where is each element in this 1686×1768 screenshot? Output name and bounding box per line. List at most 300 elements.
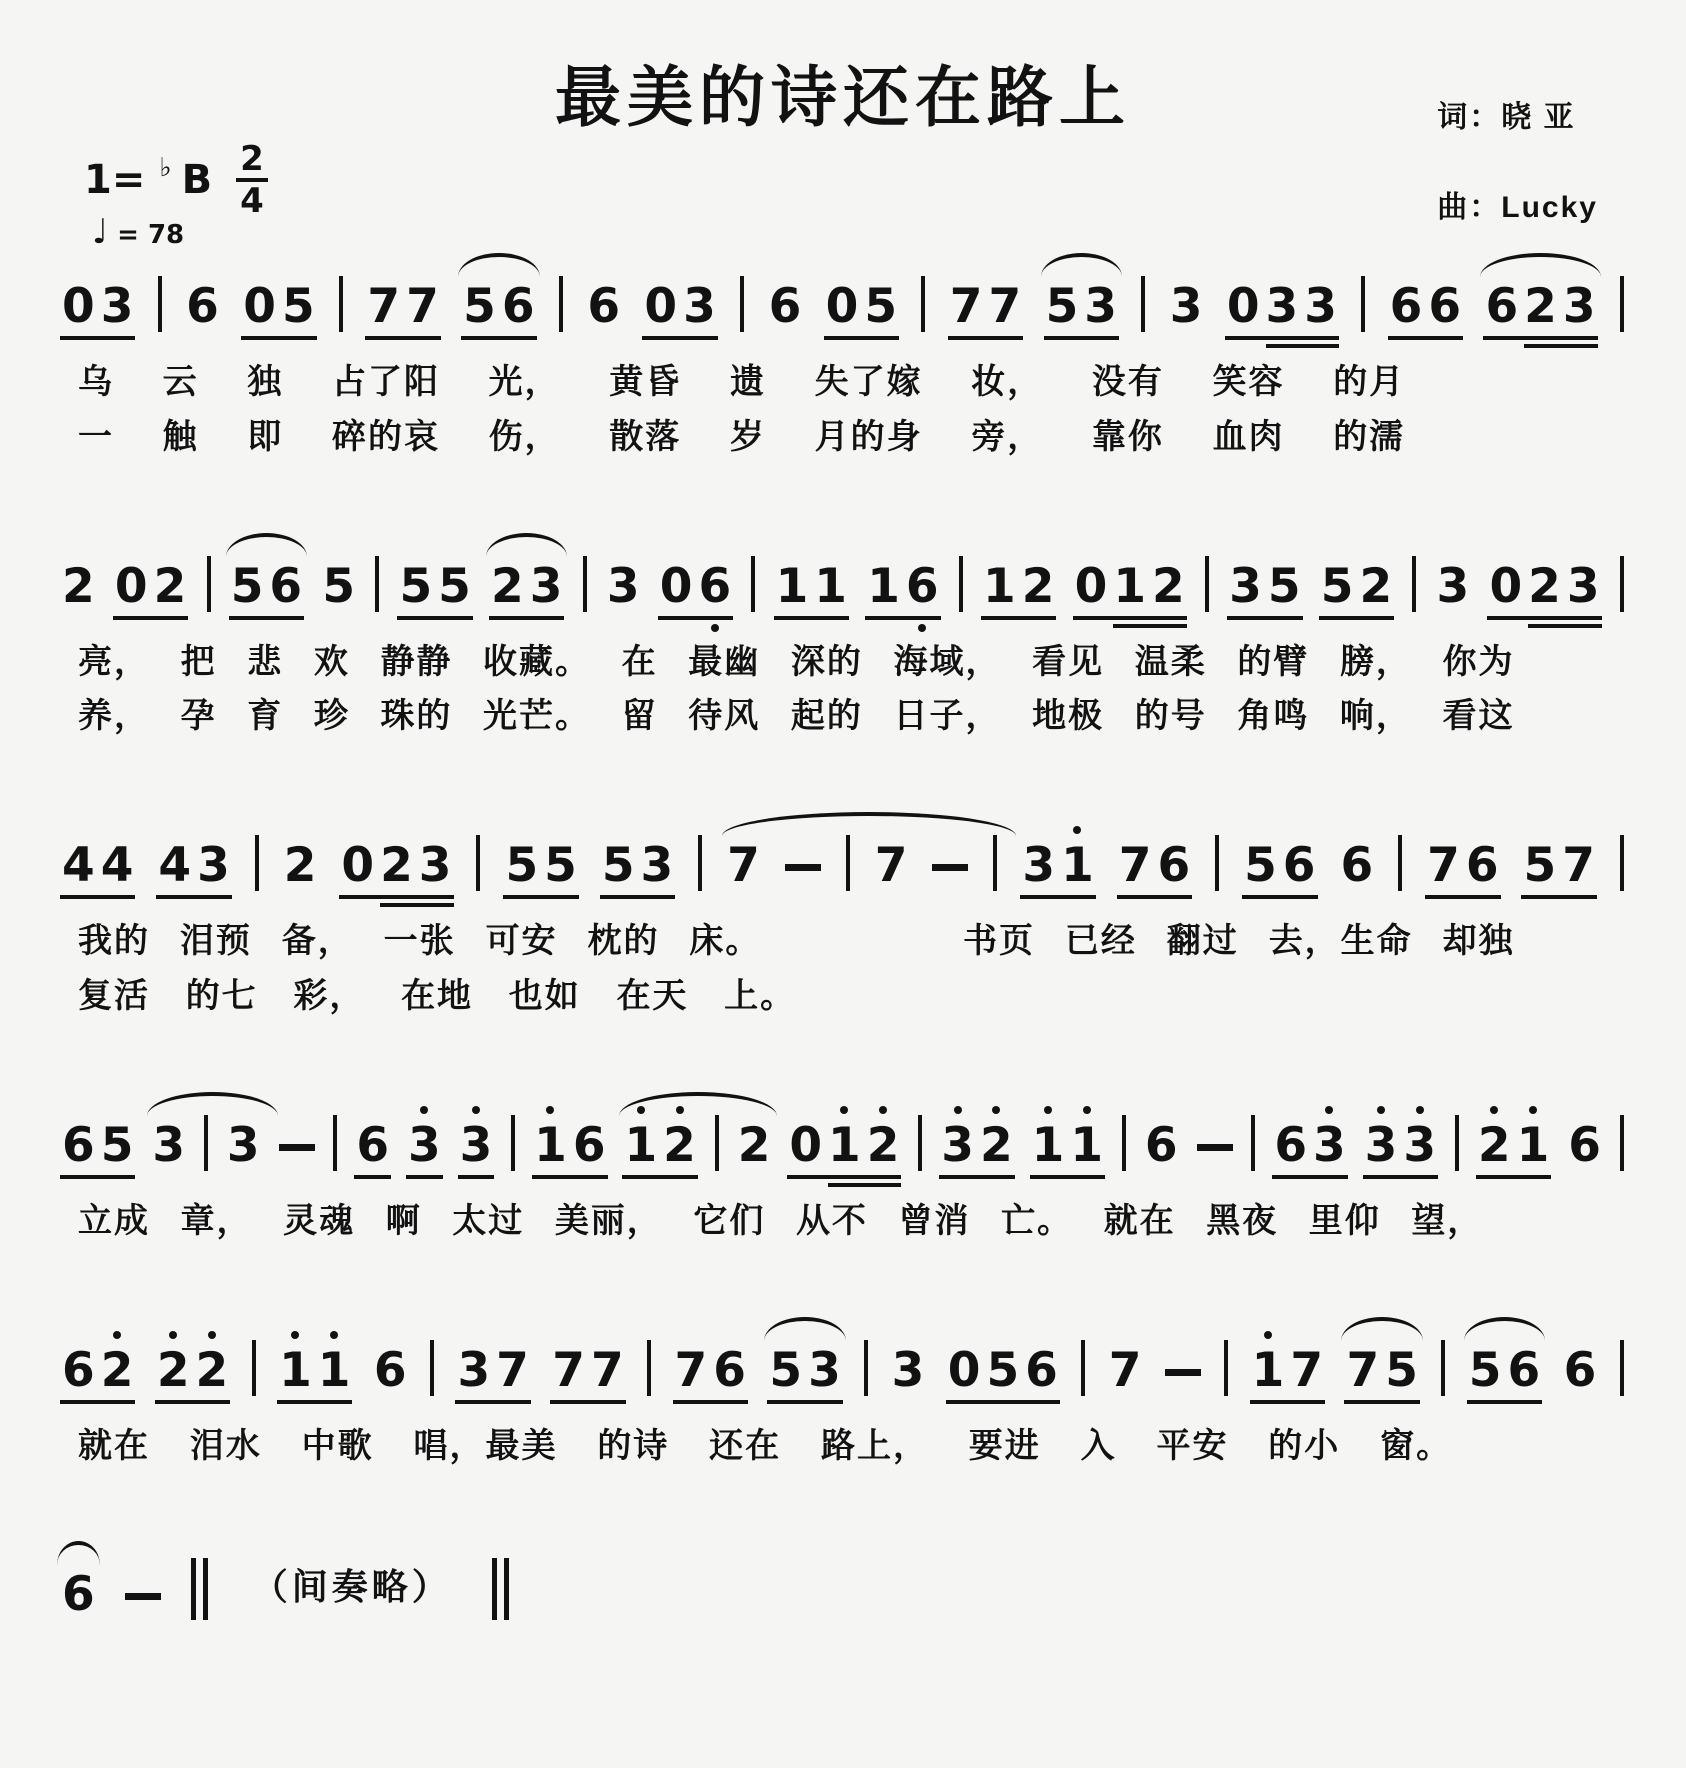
note-cluster — [1436, 558, 1470, 614]
lyric-syllable: 曾消 — [898, 1201, 971, 1240]
note-digit: 7 — [1562, 838, 1595, 894]
note-digit: 3 — [197, 838, 230, 894]
note-cluster — [1108, 1342, 1142, 1398]
note-cluster — [769, 1342, 841, 1398]
note-cluster — [1144, 1117, 1178, 1173]
underline-beam — [354, 1175, 391, 1179]
note-digit: 2 — [1528, 558, 1561, 614]
system-line-1 — [62, 252, 1624, 458]
note-cluster — [1274, 1117, 1346, 1173]
lyric-syllable: 散落 — [609, 417, 682, 456]
note-digit: 3 — [152, 1117, 186, 1173]
note-digit: 2 — [153, 558, 187, 614]
lyric-row — [62, 362, 1405, 403]
lyric-syllable: 悲 — [247, 642, 284, 681]
underline-beam-2 — [1528, 624, 1601, 628]
note-cluster — [983, 558, 1055, 614]
barline — [918, 1115, 922, 1171]
barline — [1122, 1115, 1126, 1171]
lyric-syllable: 亮， — [78, 642, 150, 681]
note-digit: 0 — [1226, 279, 1260, 334]
note-cluster — [463, 279, 535, 334]
note-cluster — [243, 279, 315, 334]
tempo-value: = 78 — [117, 220, 185, 250]
lyric-syllable: 黑夜 — [1206, 1201, 1279, 1240]
octave-dot-high — [954, 1106, 962, 1114]
note-cluster — [62, 1567, 95, 1623]
slur-arc — [764, 1317, 845, 1341]
lyric-syllable: 却独 — [1442, 922, 1515, 961]
note-cluster — [1229, 558, 1301, 614]
barline — [1441, 1340, 1445, 1396]
underline-beam — [1487, 616, 1601, 620]
note-cluster — [356, 1117, 390, 1173]
note-cluster — [457, 1342, 529, 1398]
barline — [864, 1340, 868, 1396]
duration-dash — [932, 864, 968, 871]
note-digit: 1 — [318, 1347, 351, 1394]
note-digit: 2 — [1152, 558, 1185, 614]
octave-dot-high — [208, 1331, 216, 1339]
note-digit: 3 — [226, 1117, 260, 1173]
note-digit: 2 — [867, 1122, 900, 1169]
lyric-syllable: 可安 — [485, 922, 558, 961]
note-cluster — [737, 1117, 771, 1173]
page-title: 最美的诗还在路上 — [555, 59, 1131, 136]
note-digit: 5 — [322, 558, 356, 614]
note-cluster — [674, 1342, 746, 1398]
note-digit: 3 — [640, 838, 674, 894]
note-digit: 6 — [1025, 1342, 1058, 1398]
octave-dot-low — [918, 624, 926, 632]
lyric-row — [62, 642, 1515, 683]
note-digit: 0 — [825, 279, 859, 334]
lyric-syllable: 的月 — [1333, 363, 1406, 401]
barline — [1412, 556, 1416, 612]
underline-beam-2 — [1524, 344, 1597, 348]
lyric-syllable: 的号 — [1134, 697, 1207, 736]
note-cluster — [62, 279, 134, 334]
barline — [252, 1340, 256, 1396]
note-digit: 2 — [491, 558, 524, 614]
underline-beam — [939, 1175, 1014, 1179]
lyric-syllable: 书页 — [963, 922, 1036, 961]
lyric-syllable: 遗 — [729, 363, 766, 401]
note-cluster — [659, 558, 732, 614]
key-prefix: 1= — [84, 157, 146, 203]
note-digit: 6 — [1282, 838, 1316, 894]
barline-stroke — [492, 1558, 497, 1620]
underline-beam — [948, 336, 1023, 340]
lyric-syllable: 起的 — [790, 697, 863, 736]
note-digit: 3 — [1313, 1122, 1346, 1169]
underline-beam — [1250, 1400, 1325, 1404]
note-digit: 5 — [1244, 838, 1277, 894]
lyric-row — [62, 1201, 1483, 1242]
note-digit: 3 — [808, 1342, 841, 1398]
lyric-row — [62, 976, 796, 1017]
octave-dot-high — [1325, 1106, 1333, 1114]
barline — [993, 835, 997, 891]
lyric-syllable: 待风 — [688, 697, 761, 736]
note-digit: 0 — [947, 1342, 981, 1398]
note-digit: 2 — [1478, 1122, 1511, 1169]
lyric-syllable: 已经 — [1064, 922, 1137, 961]
note-digit: 5 — [1385, 1342, 1418, 1398]
octave-dot-high — [169, 1331, 177, 1339]
note-cluster — [789, 1117, 900, 1173]
note-cluster — [1523, 838, 1595, 894]
note-cluster — [1169, 279, 1203, 334]
barline — [1215, 835, 1219, 891]
note-digit: 6 — [768, 279, 802, 334]
note-digit: 5 — [769, 1342, 803, 1398]
note-digit: 2 — [380, 838, 413, 894]
note-digit: 3 — [941, 1122, 974, 1169]
note-cluster — [1197, 1144, 1233, 1169]
notes-row — [62, 252, 1624, 348]
underline-beam — [600, 895, 675, 899]
note-digit: 1 — [828, 1122, 861, 1169]
note-cluster — [367, 279, 439, 334]
note-digit: 3 — [1562, 279, 1596, 334]
note-cluster — [1118, 838, 1191, 894]
slur-arc — [226, 533, 307, 557]
note-digit: 7 — [552, 1342, 585, 1398]
tempo-marking — [92, 212, 184, 252]
note-digit: 7 — [1290, 1342, 1324, 1398]
note-digit: 3 — [1566, 558, 1600, 614]
note-cluster — [1226, 279, 1337, 334]
lyric-syllable: 孕 — [180, 697, 217, 736]
notes-row — [62, 532, 1624, 628]
note-cluster — [932, 864, 968, 889]
note-digit: 2 — [62, 558, 95, 614]
note-cluster — [552, 1342, 624, 1398]
lyric-syllable: 泪预 — [179, 922, 252, 961]
duration-dash — [785, 864, 821, 871]
lyric-syllable: 的七 — [185, 976, 258, 1015]
note-digit: 3 — [1229, 558, 1262, 614]
slur-arc — [486, 533, 567, 557]
underline-beam-2 — [828, 1183, 901, 1187]
lyric-syllable: 云 — [162, 363, 199, 401]
note-digit: 0 — [114, 558, 148, 614]
note-cluster — [125, 1593, 161, 1618]
note-digit: 6 — [62, 1342, 95, 1398]
note-digit: 2 — [663, 1122, 696, 1169]
note-digit: 1 — [1061, 842, 1094, 889]
octave-dot-high — [992, 1106, 1000, 1114]
note-digit: 6 — [269, 558, 303, 614]
underline-beam — [113, 616, 188, 620]
barline — [1620, 276, 1624, 332]
slur-arc — [1480, 253, 1600, 277]
lyric-syllable: 也如 — [508, 976, 581, 1015]
note-cluster — [606, 558, 640, 614]
note-digit: 5 — [230, 558, 264, 614]
note-digit: 3 — [1436, 558, 1470, 614]
lyric-syllable: 光， — [488, 363, 561, 401]
underline-beam — [1344, 1400, 1419, 1404]
note-cluster — [1468, 1342, 1541, 1398]
barline — [1620, 1115, 1624, 1171]
note-cluster — [279, 1144, 315, 1169]
note-cluster — [587, 279, 621, 334]
note-cluster — [1568, 1117, 1601, 1173]
flat-sign-icon: ♭ — [159, 153, 172, 183]
underline-beam — [1242, 895, 1317, 899]
underline-beam-2 — [380, 903, 453, 907]
note-digit: 1 — [534, 1122, 567, 1169]
underline-beam — [241, 336, 316, 340]
lyric-syllable: 的臂 — [1237, 642, 1310, 681]
lyric-syllable: 灵魂 — [283, 1201, 356, 1240]
barline — [158, 276, 162, 332]
note-digit: 1 — [1252, 1347, 1285, 1394]
note-digit: 3 — [891, 1342, 925, 1398]
note-cluster — [775, 558, 847, 614]
lyric-syllable: 没有 — [1091, 363, 1164, 401]
barline — [1361, 276, 1365, 332]
credits — [1437, 92, 1598, 226]
note-cluster — [947, 1342, 1058, 1398]
octave-dot-low — [711, 624, 719, 632]
underline-beam — [1020, 895, 1095, 899]
lyric-syllable: 光芒。 — [483, 697, 592, 736]
key-letter: B — [181, 157, 213, 203]
note-digit: 4 — [100, 838, 134, 894]
note-cluster — [1022, 838, 1094, 894]
lyric-syllable: 笑容 — [1212, 363, 1285, 401]
barline — [1224, 1340, 1228, 1396]
note-digit: 5 — [100, 1117, 134, 1173]
barline — [921, 276, 925, 332]
octave-dot-high — [1529, 1106, 1537, 1114]
lyric-syllable: 的小 — [1268, 1426, 1341, 1465]
lyric-syllable: 就在 — [1103, 1201, 1176, 1240]
note-cluster — [1165, 1369, 1201, 1394]
note-cluster — [1320, 558, 1393, 614]
note-cluster — [1251, 1342, 1324, 1398]
lyric-syllable: 美丽， — [554, 1201, 663, 1240]
lyric-syllable: 珍 — [313, 697, 350, 736]
underline-beam — [865, 616, 940, 620]
note-digit: 6 — [62, 1567, 95, 1623]
note-cluster — [1074, 558, 1185, 614]
underline-beam — [1319, 616, 1394, 620]
barline — [715, 1115, 719, 1171]
note-digit: 6 — [501, 279, 535, 334]
note-cluster — [62, 838, 134, 894]
note-digit: 3 — [683, 279, 716, 334]
note-digit: 3 — [460, 1122, 493, 1169]
barline — [698, 835, 702, 891]
lyric-syllable: 独 — [247, 363, 284, 401]
note-cluster — [1045, 279, 1117, 334]
note-digit: 6 — [1144, 1117, 1178, 1173]
slur-arc — [1464, 1317, 1545, 1341]
barline-stroke — [191, 1558, 196, 1620]
lyric-syllable: 你为 — [1442, 642, 1515, 681]
barline — [204, 1115, 208, 1171]
note-cluster — [1389, 279, 1462, 334]
barline — [430, 1340, 434, 1396]
note-digit: 3 — [1169, 279, 1203, 334]
duration-dash — [125, 1593, 161, 1600]
note-digit: 0 — [341, 838, 375, 894]
note-cluster — [1563, 1342, 1597, 1398]
underline-beam — [60, 336, 135, 340]
note-cluster — [279, 1342, 351, 1398]
lyric-syllable: 的濡 — [1333, 417, 1406, 456]
notes-row — [62, 1091, 1624, 1187]
quarter-note-icon: ♩ — [92, 212, 109, 252]
note-digit: 7 — [496, 1342, 529, 1398]
note-cluster — [601, 838, 674, 894]
note-cluster — [1485, 279, 1596, 334]
lyric-syllable: 血肉 — [1212, 417, 1285, 456]
note-digit: 5 — [544, 838, 577, 894]
note-cluster — [230, 558, 303, 614]
note-digit: 6 — [1428, 279, 1462, 334]
lyric-syllable: 上。 — [724, 976, 797, 1015]
note-cluster — [341, 838, 452, 894]
note-digit: 6 — [698, 563, 731, 610]
note-digit: 6 — [1274, 1117, 1308, 1173]
octave-dot-high — [420, 1106, 428, 1114]
lyric-syllable: 一张 — [383, 922, 456, 961]
underline-beam — [277, 1400, 352, 1404]
barline — [207, 556, 211, 612]
underline-beam — [1425, 895, 1500, 899]
barline — [740, 276, 744, 332]
note-cluster — [1244, 838, 1316, 894]
note-digit: 7 — [727, 838, 760, 894]
lyric-syllable: 收藏。 — [483, 642, 592, 681]
note-digit: 1 — [867, 558, 900, 614]
underline-beam — [229, 616, 304, 620]
interlude-label: （间奏略） — [251, 1567, 452, 1609]
lyric-syllable: 乌 — [78, 363, 114, 401]
underline-beam — [1483, 336, 1597, 340]
underline-beam — [60, 895, 135, 899]
note-digit: 3 — [606, 558, 640, 614]
note-cluster — [867, 558, 939, 614]
underline-beam — [365, 336, 440, 340]
lyric-syllable: 在 — [621, 642, 658, 681]
underline-beam — [673, 1400, 748, 1404]
note-digit: 6 — [906, 563, 939, 610]
lyric-syllable: 翻过 — [1166, 922, 1239, 961]
barline — [339, 276, 343, 332]
octave-dot-high — [472, 1106, 480, 1114]
barline — [751, 556, 755, 612]
octave-dot-high — [1044, 1106, 1052, 1114]
lyric-syllable: 在地 — [401, 976, 474, 1015]
note-digit: 3 — [529, 558, 563, 614]
underline-beam — [642, 336, 717, 340]
note-digit: 2 — [1021, 558, 1055, 614]
note-digit: 3 — [457, 1342, 491, 1398]
note-digit: 6 — [1157, 838, 1191, 894]
note-digit: 2 — [101, 1347, 134, 1394]
note-digit: 2 — [1359, 558, 1393, 614]
lyric-syllable: 月的身 — [814, 417, 923, 456]
lyric-syllable: 触 — [162, 417, 199, 456]
slur-arc — [1041, 253, 1122, 277]
music-score — [0, 252, 1686, 1636]
note-cluster — [152, 1117, 186, 1173]
note-digit: 5 — [281, 279, 315, 334]
lyric-syllable: 亡。 — [1001, 1201, 1074, 1240]
note-cluster — [1489, 558, 1600, 614]
lyric-syllable: 复活 — [78, 976, 150, 1015]
lyric-syllable: 章， — [180, 1201, 253, 1240]
note-cluster — [785, 864, 821, 889]
lyric-syllable: 枕的 — [587, 922, 660, 961]
note-digit: 7 — [988, 279, 1022, 334]
note-digit: 6 — [1485, 279, 1519, 334]
note-digit: 5 — [1320, 558, 1354, 614]
note-digit: 7 — [949, 279, 983, 334]
note-cluster — [1364, 1117, 1437, 1173]
note-digit: 1 — [1032, 1122, 1065, 1169]
underline-beam — [622, 1175, 697, 1179]
lyric-syllable: 立成 — [78, 1201, 150, 1240]
system-line-2 — [62, 532, 1624, 738]
slur-arc — [147, 1092, 278, 1116]
note-cluster — [459, 1117, 493, 1173]
lyric-syllable: 就在 — [78, 1426, 150, 1465]
lyric-syllable: 占了阳 — [331, 363, 440, 401]
lyric-syllable: 深的 — [790, 642, 863, 681]
double-barline — [492, 1558, 509, 1620]
footer-line — [62, 1540, 1624, 1636]
barline — [959, 556, 963, 612]
octave-dot-high — [113, 1331, 121, 1339]
note-digit: 7 — [1427, 838, 1460, 894]
underline-beam — [1073, 616, 1187, 620]
note-digit: 7 — [590, 1342, 624, 1398]
note-digit: 6 — [713, 1342, 746, 1398]
note-cluster — [949, 279, 1022, 334]
note-cluster — [186, 279, 219, 334]
note-cluster — [322, 558, 356, 614]
lyric-syllable: 看见 — [1032, 642, 1105, 681]
note-digit: 7 — [674, 1342, 708, 1398]
underline-beam — [455, 1400, 530, 1404]
octave-dot-high — [1490, 1106, 1498, 1114]
underline-beam — [658, 616, 733, 620]
underline-beam — [156, 895, 231, 899]
octave-dot-high — [1377, 1106, 1385, 1114]
lyric-syllable: 留 — [621, 697, 658, 736]
barline — [476, 835, 480, 891]
lyric-row — [62, 1426, 1452, 1467]
note-cluster — [624, 1117, 696, 1173]
note-cluster — [768, 279, 802, 334]
lyric-syllable: 入 — [1080, 1426, 1117, 1465]
underline-beam — [787, 1175, 901, 1179]
note-digit: 5 — [1045, 279, 1079, 334]
note-digit: 1 — [1517, 1122, 1550, 1169]
lyric-syllable: 黄昏 — [609, 363, 682, 401]
octave-dot-high — [546, 1106, 554, 1114]
note-digit: 3 — [1403, 1122, 1436, 1169]
barline — [846, 835, 850, 891]
octave-dot-high — [330, 1331, 338, 1339]
